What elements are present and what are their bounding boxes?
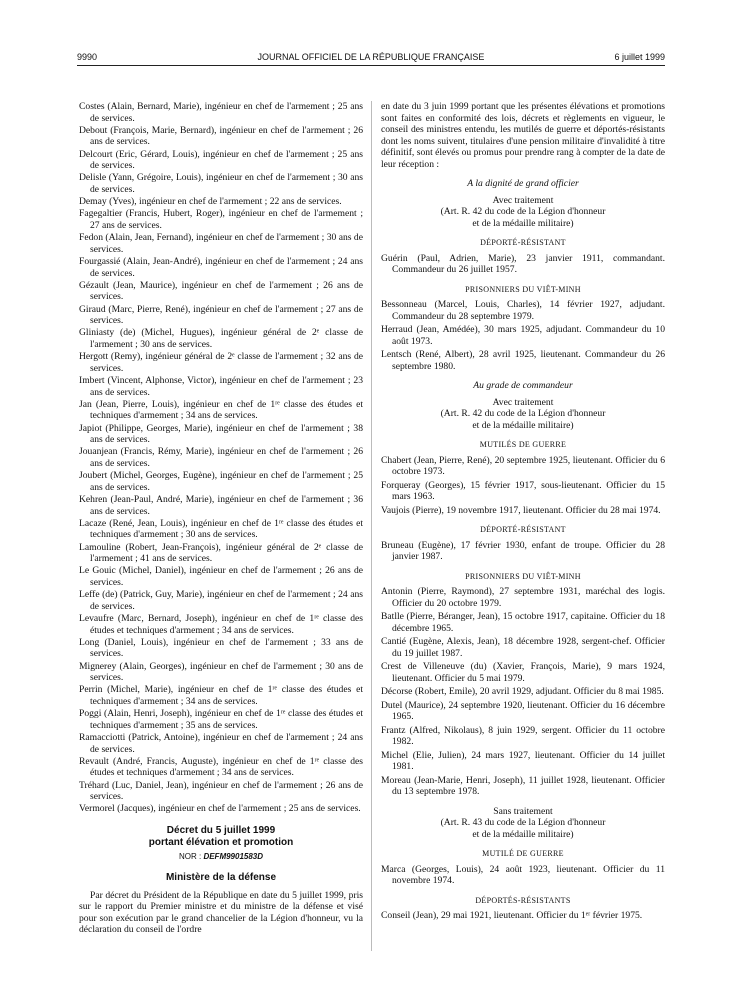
list-item: Lamouline (Robert, Jean-François), ingénieur général de 2ᵉ classe de l'armement ; 41 ans de services. <box>79 541 363 565</box>
list-item: Herraud (Jean, Amédée), 30 mars 1925, adjudant. Commandeur du 10 août 1973. <box>381 324 665 347</box>
list-item: Crest de Villeneuve (du) (Xavier, François, Marie), 9 mars 1924, lieutenant. Officier du 5 mai 1979. <box>381 661 665 684</box>
list-item: Lentsch (René, Albert), 28 avril 1925, lieutenant. Commandeur du 26 septembre 1980. <box>381 349 665 372</box>
category-heading: MUTILÉ DE GUERRE <box>482 849 564 858</box>
decree-intro-left: Par décret du Président de la République en date du 5 juillet 1999, pris sur le rapport du Premier ministre et du ministre de la défense et visé pour son exécution par le grand chancelier de la Légion d'honneur, vu la déclaration du conseil de l'ordre <box>79 889 363 936</box>
list-item: Japiot (Philippe, Georges, Marie), ingénieur en chef de l'armement ; 38 ans de services. <box>79 422 363 446</box>
list-item: Giraud (Marc, Pierre, René), ingénieur en chef de l'armement ; 27 ans de services. <box>79 303 363 327</box>
category-heading: MUTILÉS DE GUERRE <box>479 440 567 449</box>
category-heading: DÉPORTÉ-RÉSISTANT <box>480 525 566 534</box>
list-item: Long (Daniel, Louis), ingénieur en chef de l'armement ; 33 ans de services. <box>79 636 363 660</box>
treatment-label: Avec traitement <box>492 396 554 408</box>
list-item: Guérin (Paul, Adrien, Marie), 23 janvier 1911, commandant. Commandeur du 26 juillet 1957. <box>381 252 665 275</box>
entry-list <box>381 586 665 798</box>
category-heading: PRISONNIERS DU VIÊT-MINH <box>465 571 581 581</box>
grand-officier-heading: A la dignité de grand officier <box>467 178 579 189</box>
list-item: Bruneau (Eugène), 17 février 1930, enfant de troupe. Officier du 28 janvier 1987. <box>381 539 665 562</box>
nor-reference <box>79 851 363 863</box>
list-item: Dutel (Maurice), 24 septembre 1920, lieutenant. Officier du 16 décembre 1965. <box>381 699 665 722</box>
list-item: Costes (Alain, Bernard, Marie), ingénieur en chef de l'armement ; 25 ans de services. <box>79 101 363 124</box>
article-ref-line2: et de la médaille militaire) <box>472 217 574 229</box>
treatment-label: Avec traitement <box>492 194 554 206</box>
list-item: Levaufre (Marc, Bernard, Joseph), ingénieur en chef de 1ʳᵉ classe des études et techniques d'armement ; 34 ans de services. <box>79 613 363 636</box>
nor-label: NOR : <box>178 851 202 861</box>
right-column <box>381 101 665 924</box>
list-item: Poggi (Alain, Henri, Joseph), ingénieur en chef de 1ʳᵉ classe des études et techniques d'armement ; 35 ans de services. <box>79 708 363 731</box>
list-item: Jan (Jean, Pierre, Louis), ingénieur en chef de 1ʳᵉ classe des études et techniques d'armement ; 34 ans de services. <box>79 398 363 422</box>
article-ref-line1: (Art. R. 42 du code de la Légion d'honneur <box>440 408 606 419</box>
column-divider <box>371 101 372 951</box>
list-item: Demay (Yves), ingénieur en chef de l'armement ; 22 ans de services. <box>79 196 342 208</box>
header-rule <box>77 65 665 66</box>
list-item: Revault (André, Francis, Auguste), ingénieur en chef de 1ʳᵉ classe des études et techniques d'armement ; 34 ans de services. <box>79 755 363 779</box>
list-item: Vaujois (Pierre), 19 novembre 1917, lieutenant. Officier du 28 mai 1974. <box>381 504 661 516</box>
issue-date: 6 juillet 1999 <box>614 52 665 62</box>
ministry-heading: Ministère de la défense <box>165 872 277 884</box>
list-item: Imbert (Vincent, Alphonse, Victor), ingénieur en chef de l'armement ; 23 ans de services. <box>79 375 363 398</box>
list-item: Perrin (Michel, Marie), ingénieur en chef de 1ʳᵉ classe des études et techniques d'armement ; 34 ans de services. <box>79 684 363 707</box>
decree-intro-right: en date du 3 juin 1999 portant que les présentes élévations et promotions sont faites en conformité des lois, décrets et règlements en vigueur, le conseil des ministres entendu, les mutilés de guerre et déportés-résistants dont les noms suivent, titulaires d'une pension militaire d'invalidité à titre définitif, sont élevés ou promus pour prendre rang à compter de la date de leur réception : <box>381 101 665 170</box>
list-item: Joubert (Michel, Georges, Eugène), ingénieur en chef de l'armement ; 25 ans de services. <box>79 470 363 493</box>
commandeur-heading: Au grade de commandeur <box>473 380 573 391</box>
entry-list <box>381 253 665 276</box>
list-item: Delcourt (Eric, Gérard, Louis), ingénieur en chef de l'armement ; 25 ans de services. <box>79 148 363 172</box>
list-item: Vermorel (Jacques), ingénieur en chef de l'armement ; 25 ans de services. <box>79 803 361 815</box>
list-item: Bessonneau (Marcel, Louis, Charles), 14 février 1927, adjudant. Commandeur du 28 septembre 1979. <box>381 299 665 322</box>
list-item: Michel (Elie, Julien), 24 mars 1927, lieutenant. Officier du 14 juillet 1981. <box>381 749 665 772</box>
decree-title: Décret du 5 juillet 1999 <box>166 824 276 836</box>
list-item: Conseil (Jean), 29 mai 1921, lieutenant. Officier du 1ᵉʳ février 1975. <box>381 910 643 921</box>
page-number: 9990 <box>77 52 98 62</box>
entry-list <box>381 864 665 887</box>
nor-code: DEFM9901583D <box>203 851 264 861</box>
list-item: Delisle (Yann, Grégoire, Louis), ingénieur en chef de l'armement ; 30 ans de services. <box>79 172 363 195</box>
list-item: Chabert (Jean, Pierre, René), 20 septembre 1925, lieutenant. Officier du 6 octobre 1973. <box>381 454 665 477</box>
list-item: Moreau (Jean-Marie, Henri, Joseph), 11 juillet 1928, lieutenant. Officier du 13 septembre 1978. <box>381 774 665 797</box>
treatment-label: Sans traitement <box>493 805 553 817</box>
article-ref-line2: et de la médaille militaire) <box>472 419 574 431</box>
list-item: Hergott (Remy), ingénieur général de 2ᵉ classe de l'armement ; 32 ans de services. <box>79 351 363 374</box>
list-item: Ramacciotti (Patrick, Antoine), ingénieur en chef de l'armement ; 24 ans de services. <box>79 732 363 755</box>
list-item: Lacaze (René, Jean, Louis), ingénieur en chef de 1ʳᵉ classe des études et techniques d'armement ; 30 ans de services. <box>79 517 363 541</box>
list-item: Mignerey (Alain, Georges), ingénieur en chef de l'armement ; 30 ans de services. <box>79 660 363 684</box>
list-item: Cantié (Eugène, Alexis, Jean), 18 décembre 1928, sergent-chef. Officier du 19 juillet 1987. <box>381 636 665 659</box>
list-item: Gézault (Jean, Maurice), ingénieur en chef de l'armement ; 26 ans de services. <box>79 279 363 303</box>
journal-title: JOURNAL OFFICIEL DE LA RÉPUBLIQUE FRANÇAISE <box>257 52 485 62</box>
article-ref-line2: et de la médaille militaire) <box>472 828 574 840</box>
list-item: Kehren (Jean-Paul, André, Marie), ingénieur en chef de l'armement ; 36 ans de services. <box>79 494 363 517</box>
decree-block <box>79 825 363 936</box>
list-item: Tréhard (Luc, Daniel, Jean), ingénieur en chef de l'armement ; 26 ans de services. <box>79 779 363 803</box>
list-item: Fagegaltier (Francis, Hubert, Roger), ingénieur en chef de l'armement ; 27 ans de services. <box>79 208 363 231</box>
category-heading: DÉPORTÉ-RÉSISTANT <box>480 238 566 247</box>
list-item: Leffe (de) (Patrick, Guy, Marie), ingénieur en chef de l'armement ; 24 ans de services. <box>79 589 363 612</box>
entry-list <box>381 540 665 563</box>
category-heading: DÉPORTÉS-RÉSISTANTS <box>475 895 571 905</box>
decree-subtitle: portant élévation et promotion <box>148 836 294 848</box>
page-header <box>77 52 665 66</box>
list-item: Gliniasty (de) (Michel, Hugues), ingénieur général de 2ᵉ classe de l'armement ; 30 ans de services. <box>79 327 363 350</box>
list-item: Jouanjean (Francis, Rémy, Marie), ingénieur en chef de l'armement ; 26 ans de services. <box>79 446 363 469</box>
list-item: Décorse (Robert, Emile), 20 avril 1929, adjudant. Officier du 8 mai 1985. <box>381 686 664 697</box>
entry-list <box>381 299 665 372</box>
article-ref-line1: (Art. R. 42 du code de la Légion d'honneur <box>440 206 606 217</box>
list-item: Antonin (Pierre, Raymond), 27 septembre 1931, maréchal des logis. Officier du 20 octobre 1979. <box>381 586 665 609</box>
left-column <box>79 101 363 936</box>
category-heading: PRISONNIERS DU VIÊT-MINH <box>465 284 581 294</box>
article-ref-line1: (Art. R. 43 du code de la Légion d'honneur <box>440 817 606 828</box>
left-entry-list <box>79 101 363 815</box>
list-item: Debout (François, Marie, Bernard), ingénieur en chef de l'armement ; 26 ans de services. <box>79 124 363 148</box>
list-item: Fourgassié (Alain, Jean-André), ingénieur en chef de l'armement ; 24 ans de services. <box>79 256 363 279</box>
list-item: Marca (Georges, Louis), 24 août 1923, lieutenant. Officier du 11 novembre 1974. <box>381 863 665 886</box>
list-item: Le Gouic (Michel, Daniel), ingénieur en chef de l'armement ; 26 ans de services. <box>79 565 363 588</box>
entry-list <box>381 910 665 922</box>
list-item: Frantz (Alfred, Nikolaus), 8 juin 1929, sergent. Officier du 11 octobre 1982. <box>381 724 665 747</box>
list-item: Forqueray (Georges), 15 février 1917, sous-lieutenant. Officier du 15 mars 1963. <box>381 479 665 502</box>
entry-list <box>381 455 665 517</box>
list-item: Fedon (Alain, Jean, Fernand), ingénieur en chef de l'armement ; 30 ans de services. <box>79 232 363 255</box>
list-item: Batlle (Pierre, Béranger, Jean), 15 octobre 1917, capitaine. Officier du 18 décembre 1965. <box>381 611 665 634</box>
